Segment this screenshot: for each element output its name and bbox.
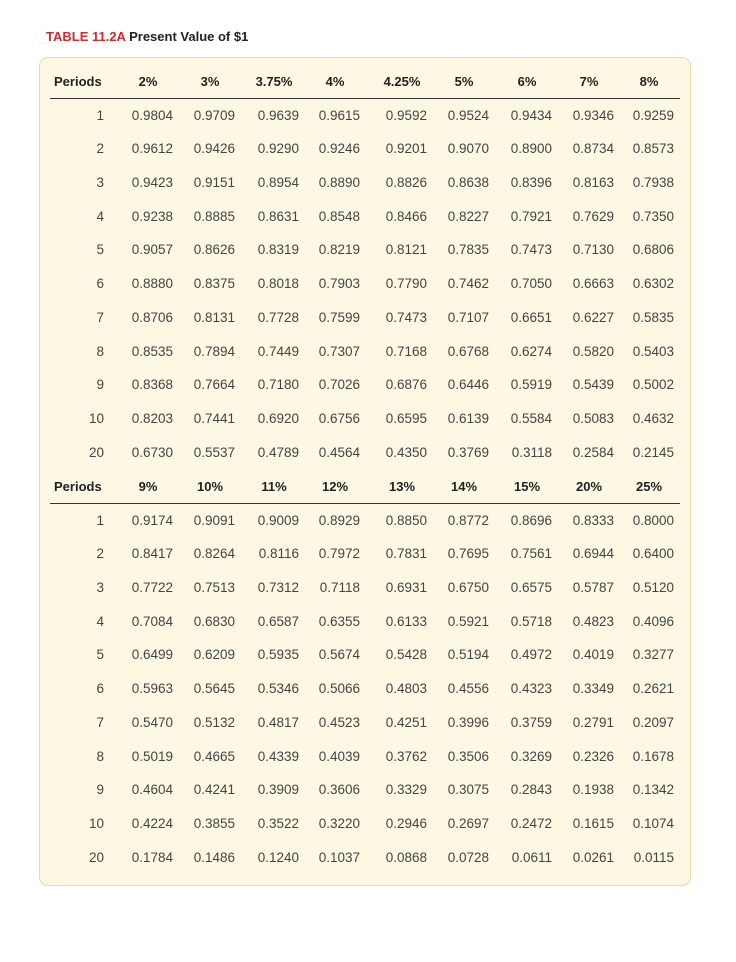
value-cell: 0.5002 (632, 377, 674, 393)
header-row (40, 470, 690, 504)
table-row (40, 402, 690, 436)
value-cell: 0.3506 (447, 748, 489, 764)
rate-header: 25% (635, 479, 663, 494)
period-cell: 4 (96, 208, 104, 224)
value-cell: 0.6920 (257, 410, 299, 426)
value-cell: 0.8929 (318, 512, 360, 528)
value-cell: 0.8696 (510, 512, 552, 528)
value-cell: 0.5083 (572, 410, 614, 426)
value-cell: 0.8548 (318, 208, 360, 224)
value-cell: 0.6133 (385, 613, 427, 629)
value-cell: 0.7441 (193, 410, 235, 426)
value-cell: 0.1938 (572, 782, 614, 798)
value-cell: 0.5645 (193, 681, 235, 697)
value-cell: 0.2097 (632, 714, 674, 730)
value-cell: 0.5428 (385, 647, 427, 663)
period-cell: 6 (96, 681, 104, 697)
period-cell: 2 (96, 141, 104, 157)
value-cell: 0.3220 (318, 815, 360, 831)
value-cell: 0.7894 (193, 343, 235, 359)
value-cell: 0.5019 (131, 748, 173, 764)
table-section (40, 470, 690, 874)
period-cell: 7 (96, 714, 104, 730)
value-cell: 0.8203 (131, 410, 173, 426)
table-row (40, 638, 690, 672)
value-cell: 0.5584 (510, 410, 552, 426)
period-cell: 4 (96, 613, 104, 629)
value-cell: 0.6750 (447, 580, 489, 596)
value-cell: 0.0115 (633, 849, 674, 865)
value-cell: 0.1615 (572, 815, 614, 831)
value-cell: 0.5537 (193, 444, 235, 460)
rate-header: 9% (138, 479, 158, 494)
periods-header: Periods (54, 74, 102, 89)
value-cell: 0.8018 (257, 276, 299, 292)
value-cell: 0.7473 (385, 309, 427, 325)
value-cell: 0.3769 (447, 444, 489, 460)
value-cell: 0.7921 (510, 208, 552, 224)
value-cell: 0.2145 (632, 444, 674, 460)
value-cell: 0.7972 (318, 546, 360, 562)
value-cell: 0.6876 (385, 377, 427, 393)
rate-header: 20% (575, 479, 603, 494)
value-cell: 0.3855 (193, 815, 235, 831)
value-cell: 0.2621 (632, 681, 674, 697)
value-cell: 0.9346 (572, 107, 614, 123)
value-cell: 0.9070 (447, 141, 489, 157)
value-cell: 0.4789 (257, 444, 299, 460)
value-cell: 0.8954 (257, 175, 299, 191)
value-cell: 0.6931 (385, 580, 427, 596)
value-cell: 0.2697 (447, 815, 489, 831)
value-cell: 0.4224 (131, 815, 173, 831)
rate-header: 15% (513, 479, 541, 494)
value-cell: 0.7473 (510, 242, 552, 258)
value-cell: 0.7728 (257, 309, 299, 325)
value-cell: 0.9804 (131, 107, 173, 123)
value-cell: 0.6587 (257, 613, 299, 629)
header-row (40, 65, 690, 99)
table-row (40, 166, 690, 200)
period-cell: 20 (88, 444, 104, 460)
value-cell: 0.4523 (318, 714, 360, 730)
value-cell: 0.7350 (632, 208, 674, 224)
period-cell: 7 (96, 309, 104, 325)
value-cell: 0.8573 (632, 141, 674, 157)
value-cell: 0.9434 (510, 107, 552, 123)
value-cell: 0.8772 (447, 512, 489, 528)
value-cell: 0.3277 (632, 647, 674, 663)
value-cell: 0.9612 (131, 141, 173, 157)
value-cell: 0.2946 (385, 815, 427, 831)
value-cell: 0.6355 (318, 613, 360, 629)
rate-header: 3% (200, 74, 220, 89)
value-cell: 0.9238 (131, 208, 173, 224)
value-cell: 0.7903 (318, 276, 360, 292)
value-cell: 0.8121 (385, 242, 427, 258)
value-cell: 0.3329 (385, 782, 427, 798)
table-row (40, 605, 690, 639)
value-cell: 0.8417 (131, 546, 173, 562)
value-cell: 0.5674 (318, 647, 360, 663)
value-cell: 0.8890 (318, 175, 360, 191)
period-cell: 8 (96, 748, 104, 764)
value-cell: 0.6768 (447, 343, 489, 359)
value-cell: 0.4823 (572, 613, 614, 629)
value-cell: 0.7307 (318, 343, 360, 359)
rate-header: 4.25% (383, 74, 421, 89)
value-cell: 0.1240 (257, 849, 299, 865)
rate-header: 11% (261, 479, 287, 494)
value-cell: 0.9592 (385, 107, 427, 123)
value-cell: 0.6663 (572, 276, 614, 292)
value-cell: 0.8734 (572, 141, 614, 157)
period-cell: 2 (96, 546, 104, 562)
value-cell: 0.3762 (385, 748, 427, 764)
value-cell: 0.7026 (318, 377, 360, 393)
period-cell: 6 (96, 276, 104, 292)
value-cell: 0.7107 (447, 309, 489, 325)
value-cell: 0.7629 (572, 208, 614, 224)
period-cell: 3 (96, 175, 104, 191)
value-cell: 0.8000 (632, 512, 674, 528)
value-cell: 0.9639 (257, 107, 299, 123)
period-cell: 5 (96, 647, 104, 663)
value-cell: 0.3996 (447, 714, 489, 730)
value-cell: 0.5921 (447, 613, 489, 629)
value-cell: 0.5787 (572, 580, 614, 596)
value-cell: 0.3269 (510, 748, 552, 764)
value-cell: 0.6756 (318, 410, 360, 426)
value-cell: 0.5439 (572, 377, 614, 393)
value-cell: 0.6139 (447, 410, 489, 426)
value-cell: 0.6302 (632, 276, 674, 292)
value-cell: 0.7790 (385, 276, 427, 292)
value-cell: 0.8535 (131, 343, 173, 359)
value-cell: 0.5919 (510, 377, 552, 393)
rate-header: 14% (450, 479, 478, 494)
value-cell: 0.4350 (385, 444, 427, 460)
value-cell: 0.5066 (318, 681, 360, 697)
value-cell: 0.2472 (510, 815, 552, 831)
value-cell: 0.9057 (131, 242, 173, 258)
period-cell: 3 (96, 580, 104, 596)
rate-header: 7% (579, 74, 599, 89)
value-cell: 0.4323 (510, 681, 552, 697)
value-cell: 0.4096 (632, 613, 674, 629)
rate-header: 2% (138, 74, 158, 89)
table-row (40, 368, 690, 402)
value-cell: 0.7599 (318, 309, 360, 325)
period-cell: 10 (88, 410, 104, 426)
table-row (40, 504, 690, 538)
value-cell: 0.7449 (257, 343, 299, 359)
value-cell: 0.7722 (131, 580, 173, 596)
value-cell: 0.3349 (572, 681, 614, 697)
value-cell: 0.3606 (318, 782, 360, 798)
table-row (40, 672, 690, 706)
value-cell: 0.8264 (193, 546, 235, 562)
value-cell: 0.4556 (447, 681, 489, 697)
value-cell: 0.6944 (572, 546, 614, 562)
value-cell: 0.8163 (572, 175, 614, 191)
value-cell: 0.7130 (572, 242, 614, 258)
value-cell: 0.8626 (193, 242, 235, 258)
value-cell: 0.6595 (385, 410, 427, 426)
value-cell: 0.8116 (258, 546, 299, 562)
value-cell: 0.4339 (257, 748, 299, 764)
value-cell: 0.5470 (131, 714, 173, 730)
value-cell: 0.7084 (131, 613, 173, 629)
value-cell: 0.0261 (572, 849, 614, 865)
value-cell: 0.7312 (257, 580, 299, 596)
period-cell: 9 (96, 782, 104, 798)
table-row (40, 773, 690, 807)
table-row (40, 267, 690, 301)
period-cell: 5 (96, 242, 104, 258)
table-number: TABLE 11.2A (46, 29, 126, 44)
rate-header: 8% (639, 74, 659, 89)
value-cell: 0.9423 (131, 175, 173, 191)
table-row (40, 537, 690, 571)
value-cell: 0.6651 (510, 309, 552, 325)
table-row (40, 740, 690, 774)
value-cell: 0.4665 (193, 748, 235, 764)
value-cell: 0.9174 (131, 512, 173, 528)
value-cell: 0.6806 (632, 242, 674, 258)
value-cell: 0.5820 (572, 343, 614, 359)
value-cell: 0.7050 (510, 276, 552, 292)
value-cell: 0.7168 (385, 343, 427, 359)
value-cell: 0.7513 (193, 580, 235, 596)
value-cell: 0.6209 (193, 647, 235, 663)
table-row (40, 335, 690, 369)
value-cell: 0.4241 (193, 782, 235, 798)
value-cell: 0.4039 (318, 748, 360, 764)
value-cell: 0.6400 (632, 546, 674, 562)
value-cell: 0.3075 (447, 782, 489, 798)
value-cell: 0.7664 (193, 377, 235, 393)
value-cell: 0.5120 (632, 580, 674, 596)
value-cell: 0.9151 (193, 175, 235, 191)
table-row (40, 436, 690, 470)
value-cell: 0.9091 (193, 512, 235, 528)
value-cell: 0.4632 (632, 410, 674, 426)
value-cell: 0.5132 (193, 714, 235, 730)
value-cell: 0.8900 (510, 141, 552, 157)
value-cell: 0.5835 (632, 309, 674, 325)
value-cell: 0.5935 (257, 647, 299, 663)
value-cell: 0.6575 (510, 580, 552, 596)
table-row (40, 706, 690, 740)
table-row (40, 301, 690, 335)
value-cell: 0.9524 (447, 107, 489, 123)
value-cell: 0.8375 (193, 276, 235, 292)
table-row (40, 200, 690, 234)
value-cell: 0.6227 (572, 309, 614, 325)
value-cell: 0.9009 (257, 512, 299, 528)
value-cell: 0.8219 (318, 242, 360, 258)
value-cell: 0.4972 (510, 647, 552, 663)
value-cell: 0.1486 (193, 849, 235, 865)
table-row (40, 99, 690, 133)
value-cell: 0.2326 (572, 748, 614, 764)
value-cell: 0.3909 (257, 782, 299, 798)
value-cell: 0.8396 (510, 175, 552, 191)
value-cell: 0.0728 (447, 849, 489, 865)
value-cell: 0.6446 (447, 377, 489, 393)
period-cell: 9 (96, 377, 104, 393)
value-cell: 0.8333 (572, 512, 614, 528)
period-cell: 1 (96, 512, 104, 528)
value-cell: 0.4019 (572, 647, 614, 663)
rate-header: 5% (454, 74, 474, 89)
value-cell: 0.2843 (510, 782, 552, 798)
table-section (40, 65, 690, 469)
value-cell: 0.4604 (131, 782, 173, 798)
value-cell: 0.1074 (632, 815, 674, 831)
period-cell: 20 (88, 849, 104, 865)
value-cell: 0.8631 (257, 208, 299, 224)
value-cell: 0.5346 (257, 681, 299, 697)
value-cell: 0.6830 (193, 613, 235, 629)
value-cell: 0.3118 (511, 444, 552, 460)
table-row (40, 233, 690, 267)
table-row (40, 807, 690, 841)
value-cell: 0.5194 (447, 647, 489, 663)
rate-header: 13% (388, 479, 416, 494)
rate-header: 4% (325, 74, 345, 89)
value-cell: 0.0868 (385, 849, 427, 865)
value-cell: 0.8826 (385, 175, 427, 191)
value-cell: 0.4817 (257, 714, 299, 730)
present-value-table (39, 57, 691, 886)
period-cell: 1 (96, 107, 104, 123)
table-row (40, 841, 690, 875)
value-cell: 0.8227 (447, 208, 489, 224)
value-cell: 0.5718 (510, 613, 552, 629)
value-cell: 0.8850 (385, 512, 427, 528)
value-cell: 0.8466 (385, 208, 427, 224)
value-cell: 0.1342 (632, 782, 674, 798)
value-cell: 0.7561 (510, 546, 552, 562)
value-cell: 0.7695 (447, 546, 489, 562)
value-cell: 0.7462 (447, 276, 489, 292)
table-title (46, 29, 248, 44)
value-cell: 0.9615 (318, 107, 360, 123)
value-cell: 0.1037 (318, 849, 360, 865)
value-cell: 0.2584 (572, 444, 614, 460)
value-cell: 0.9709 (193, 107, 235, 123)
value-cell: 0.9290 (257, 141, 299, 157)
value-cell: 0.8368 (131, 377, 173, 393)
value-cell: 0.9201 (385, 141, 427, 157)
value-cell: 0.7835 (447, 242, 489, 258)
value-cell: 0.3759 (510, 714, 552, 730)
value-cell: 0.6499 (131, 647, 173, 663)
value-cell: 0.5403 (632, 343, 674, 359)
value-cell: 0.6730 (131, 444, 173, 460)
value-cell: 0.7180 (257, 377, 299, 393)
value-cell: 0.9426 (193, 141, 235, 157)
table-row (40, 132, 690, 166)
table-caption: Present Value of $1 (129, 29, 249, 44)
period-cell: 8 (96, 343, 104, 359)
table-row (40, 571, 690, 605)
rate-header: 12% (321, 479, 349, 494)
rate-header: 3.75% (255, 74, 293, 89)
value-cell: 0.8706 (131, 309, 173, 325)
value-cell: 0.5963 (131, 681, 173, 697)
value-cell: 0.8131 (193, 309, 235, 325)
value-cell: 0.9246 (318, 141, 360, 157)
value-cell: 0.7831 (385, 546, 427, 562)
value-cell: 0.2791 (572, 714, 614, 730)
value-cell: 0.7118 (319, 580, 360, 596)
value-cell: 0.3522 (257, 815, 299, 831)
value-cell: 0.1678 (632, 748, 674, 764)
value-cell: 0.8638 (447, 175, 489, 191)
rate-header: 6% (517, 74, 537, 89)
periods-header: Periods (54, 479, 102, 494)
value-cell: 0.8319 (257, 242, 299, 258)
value-cell: 0.4564 (318, 444, 360, 460)
value-cell: 0.8885 (193, 208, 235, 224)
value-cell: 0.4803 (385, 681, 427, 697)
rate-header: 10% (196, 479, 224, 494)
value-cell: 0.0611 (511, 849, 552, 865)
period-cell: 10 (88, 815, 104, 831)
value-cell: 0.8880 (131, 276, 173, 292)
value-cell: 0.4251 (385, 714, 427, 730)
value-cell: 0.6274 (510, 343, 552, 359)
value-cell: 0.7938 (632, 175, 674, 191)
value-cell: 0.1784 (131, 849, 173, 865)
value-cell: 0.9259 (632, 107, 674, 123)
